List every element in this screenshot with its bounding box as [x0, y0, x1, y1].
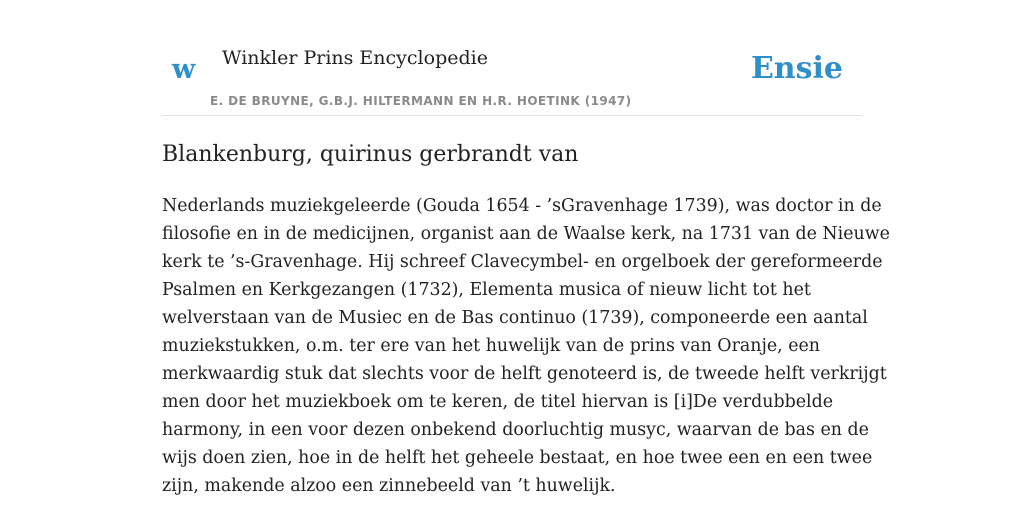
article-body-line: wijs doen zien, hoe in de helft het geheele bestaat, en hoe twee een en een twee — [162, 448, 873, 468]
source-title[interactable]: Winkler Prins Encyclopedie — [222, 47, 488, 69]
source-authors: E. DE BRUYNE, G.B.J. HILTERMANN EN H.R. HOETINK (1947) — [210, 94, 632, 108]
article-body-line: muziekstukken, o.m. ter ere van het huwelijk van de prins van Oranje, een — [162, 336, 820, 356]
article-body-line: men door het muziekboek om te keren, de titel hiervan is [i]De verdubbelde — [162, 392, 833, 412]
article-body-line: filosofie en in de medicijnen, organist aan de Waalse kerk, na 1731 van de Nieuwe — [162, 224, 890, 244]
article-body-line: kerk te ’s-Gravenhage. Hij schreef Clavecymbel- en orgelboek der gereformeerde — [162, 252, 883, 272]
brand-logo[interactable]: Ensie — [750, 51, 843, 86]
article-body-line: Psalmen en Kerkgezangen (1732), Elementa musica of nieuw licht tot het — [162, 280, 811, 300]
article-title: Blankenburg, quirinus gerbrandt van — [162, 142, 579, 167]
source-logo-icon[interactable]: w — [172, 54, 196, 85]
article-body-line: harmony, in een voor dezen onbekend doorluchtig musyc, waarvan de bas en de — [162, 420, 869, 440]
article-body-line: zijn, makende alzoo een zinnebeeld van ’t huwelijk. — [162, 476, 616, 496]
article-body-line: welverstaan van de Musiec en de Bas continuo (1739), componeerde een aantal — [162, 308, 868, 328]
article-body-line: merkwaardig stuk dat slechts voor de helft genoteerd is, de tweede helft verkrijgt — [162, 364, 887, 384]
article-body — [162, 192, 890, 500]
header-divider — [162, 115, 862, 116]
article-body-line: Nederlands muziekgeleerde (Gouda 1654 - ’sGravenhage 1739), was doctor in de — [162, 196, 882, 216]
